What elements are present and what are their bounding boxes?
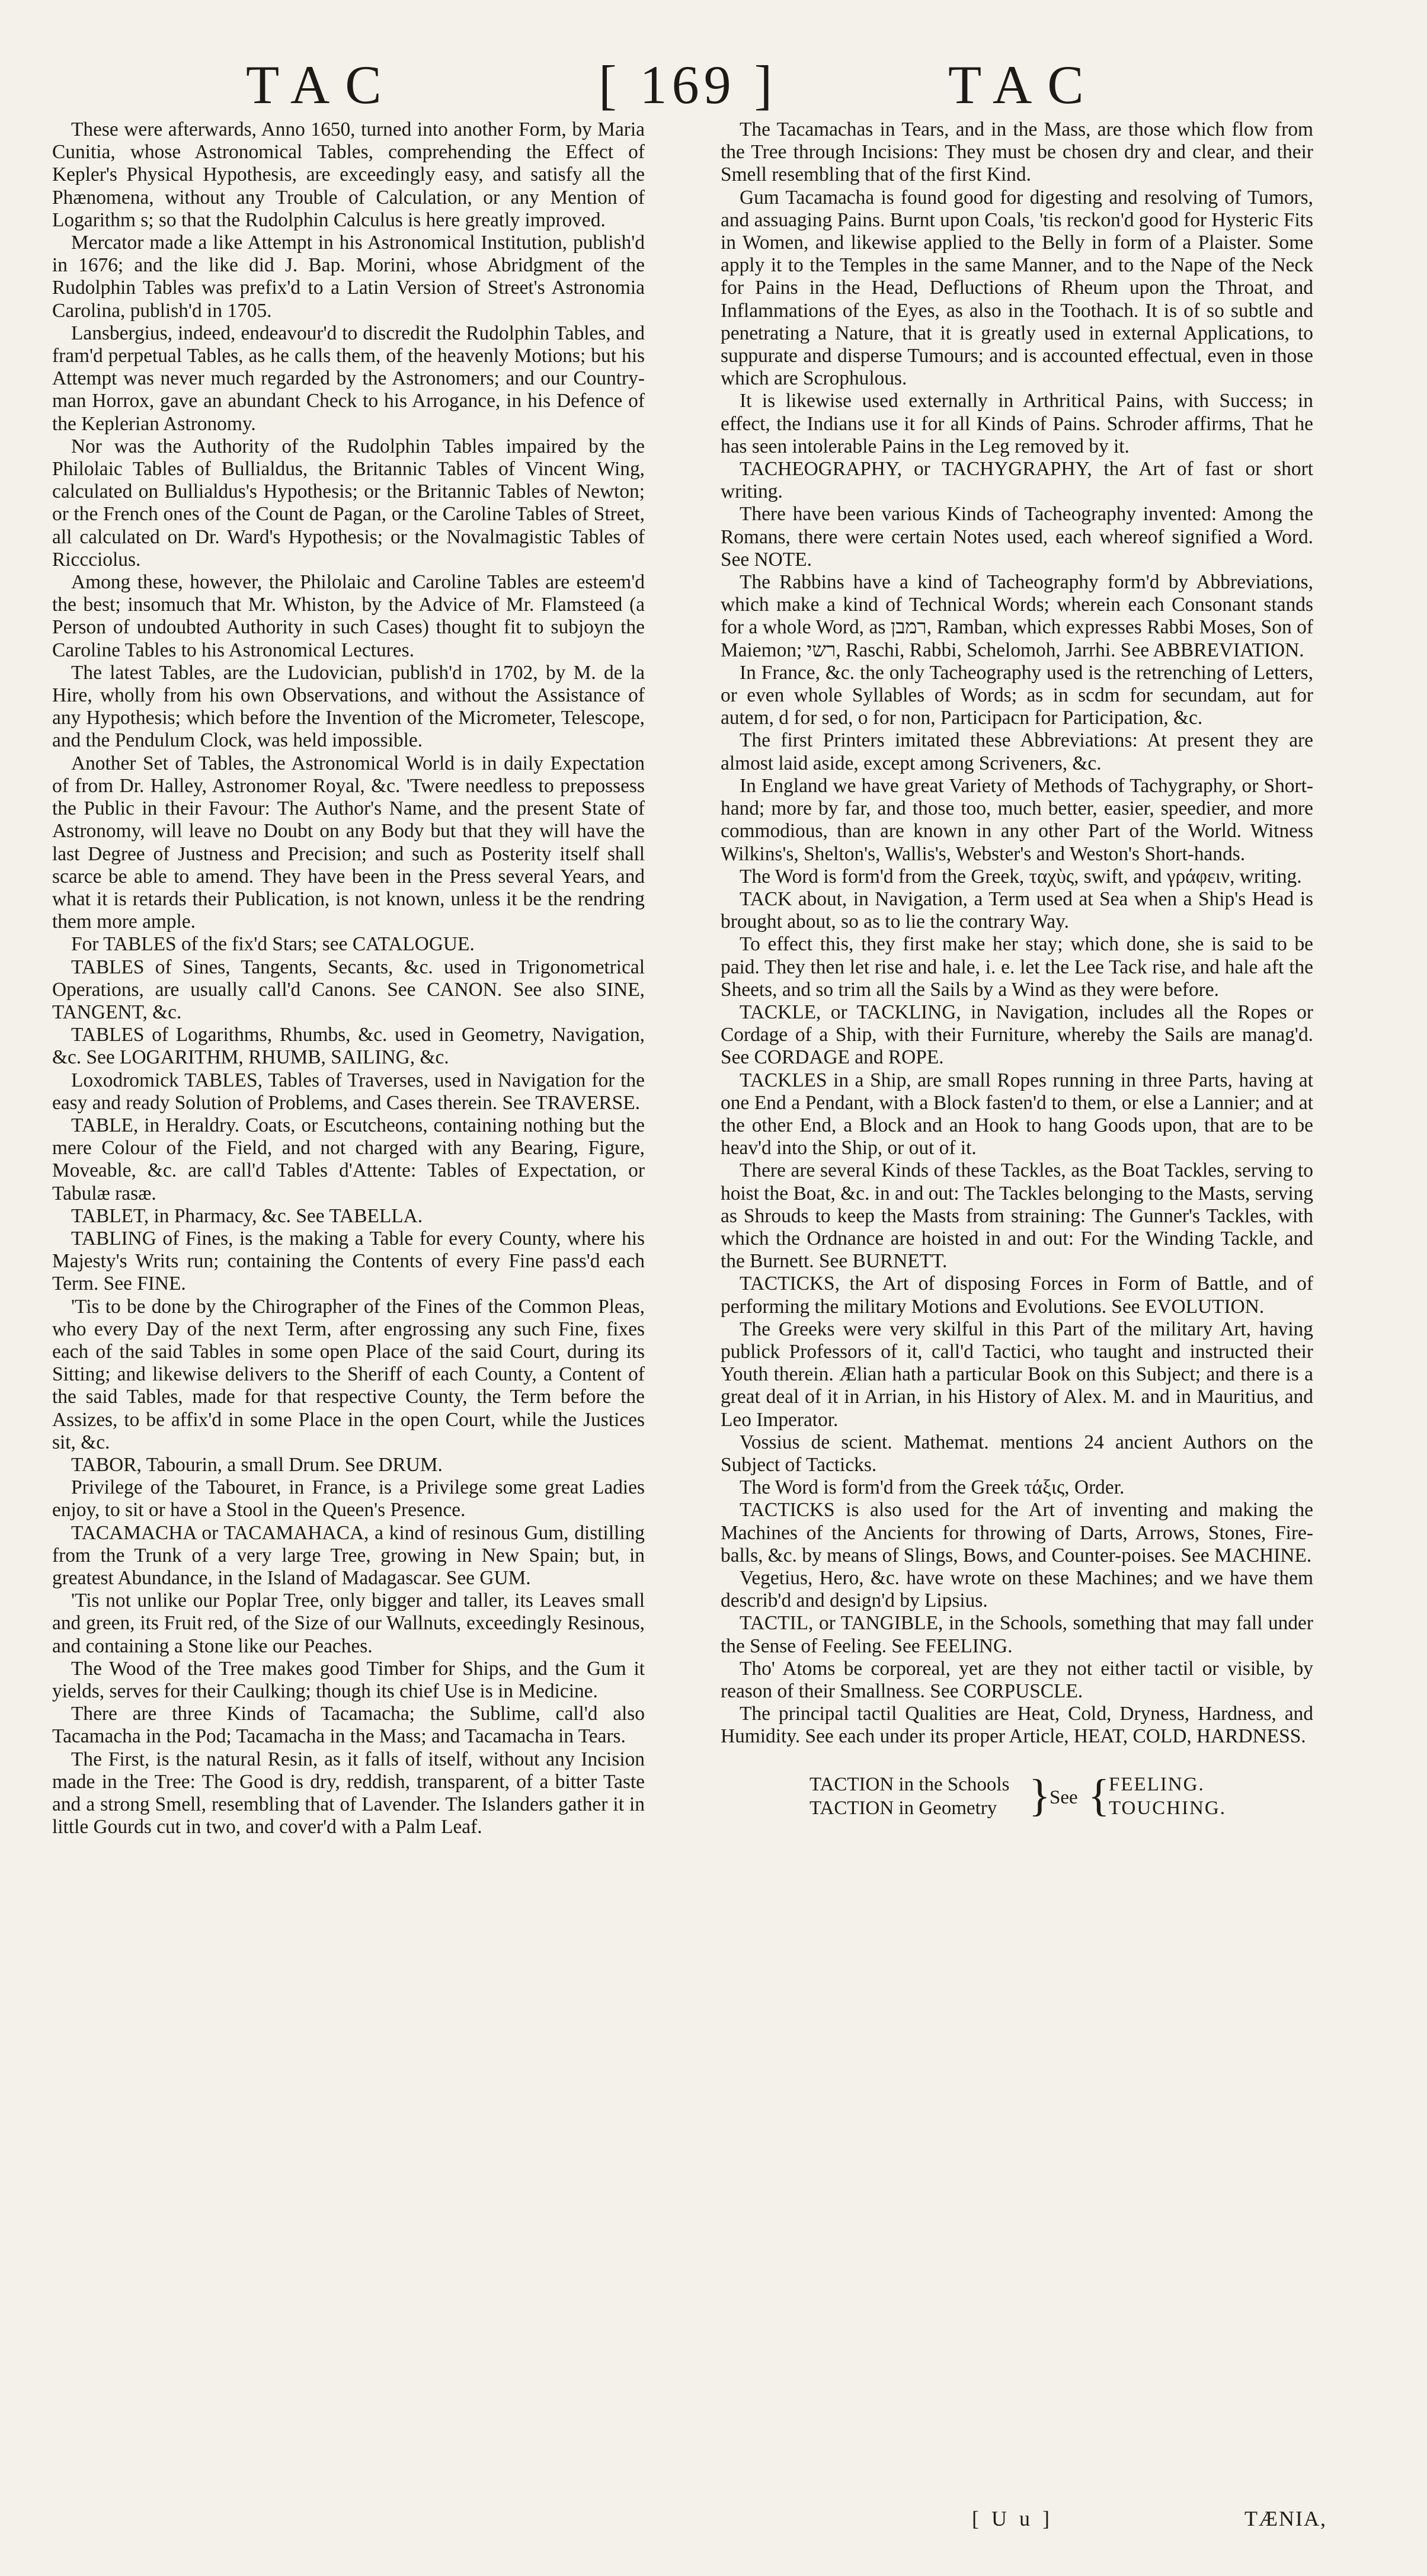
paragraph: The Greeks were very skilful in this Part of the military Art, having publick Professors of it, call'd Tactici, who taught and instructed their Youth therein. Ælian hath a particular Book on this Subject; and there is a great deal of it in Arrian, in his History of Alex. M. and in Mauritius, and Leo Imperator.	[721, 1318, 1313, 1431]
paragraph: Gum Tacamacha is found good for digesting and resolving of Tumors, and assuaging Pains. Burnt upon Coals, 'tis reckon'd good for Hysteric Fits in Women, and likewise applied to the Belly in form of a Plaister. Some apply it to the Temples in the same Manner, and to the Nape of the Neck for Pains in the Head, Defluctions of Rheum upon the Throat, and Inflammations of the Eyes, as also in the Toothach. It is of so subtle and penetrating a Nature, that it is greatly used in external Applications, to suppurate and disperse Tumours; and is accounted effectual, even in those which are Scrophulous.	[721, 186, 1313, 390]
paragraph: Privilege of the Tabouret, in France, is a Privilege some great Ladies enjoy, to sit or have a Stool in the Queen's Presence.	[52, 1476, 645, 1521]
paragraph: Tho' Atoms be corporeal, yet are they not either tactil or visible, by reason of their Smallness. See CORPUSCLE.	[721, 1657, 1313, 1703]
paragraph: The first Printers imitated these Abbreviations: At present they are almost laid aside, except among Scriveners, &c.	[721, 729, 1313, 774]
paragraph: For TABLES of the fix'd Stars; see CATALOGUE.	[71, 933, 475, 956]
paragraph: The First, is the natural Resin, as it falls of itself, without any Incision made in the Tree: The Good is dry, reddish, transparent, of a bitter Taste and a strong Smell, resembling that of Lavender. The Islanders gather it in little Gourds cut in two, and cover'd with a Palm Leaf.	[52, 1748, 645, 1838]
paragraph: TACHEOGRAPHY, or TACHYGRAPHY, the Art of fast or short writing.	[721, 458, 1313, 503]
header-left-word: TAC	[246, 55, 397, 115]
paragraph: TABLET, in Pharmacy, &c. See TABELLA.	[71, 1204, 423, 1227]
taction-cross-reference	[810, 1770, 1295, 1821]
paragraph: The Word is form'd from the Greek τάξις, Order.	[740, 1476, 1125, 1499]
right-column	[721, 118, 1313, 1821]
paragraph: TABLES of Logarithms, Rhumbs, &c. used in Geometry, Navigation, &c. See LOGARITHM, RHUMB, SAILING, &c.	[52, 1024, 645, 1069]
paragraph: TABLING of Fines, is the making a Table for every County, where his Majesty's Writs run; containing the Contents of every Fine pass'd each Term. See FINE.	[52, 1227, 645, 1295]
paragraph: TACAMACHA or TACAMAHACA, a kind of resinous Gum, distilling from the Trunk of a very large Tree, growing in New Spain; but, in greatest Abundance, in the Island of Madagascar. See GUM.	[52, 1521, 645, 1589]
catchword: TÆNIA,	[1244, 2507, 1327, 2530]
left-column	[52, 118, 645, 1838]
paragraph: Loxodromick TABLES, Tables of Traverses, used in Navigation for the easy and ready Solution of Problems, and Cases therein. See TRAVERSE.	[52, 1069, 645, 1114]
right-brace: {	[1088, 1770, 1110, 1821]
paragraph: Vossius de scient. Mathemat. mentions 24 ancient Authors on the Subject of Tacticks.	[721, 1431, 1313, 1476]
taction-line-1: TACTION in the Schools	[810, 1773, 1010, 1795]
paragraph: The Rabbins have a kind of Tacheography form'd by Abbreviations, which make a kind of Technical Words; wherein each Consonant stands for a whole Word, as רמבן, Ramban, which expresses Rabbi Moses, Son of Maiemon; רשי, Raschi, Rabbi, Schelomoh, Jarrhi. See ABBREVIATION.	[721, 571, 1313, 661]
paragraph: These were afterwards, Anno 1650, turned into another Form, by Maria Cunitia, whose Astronomical Tables, comprehending the Effect of Kepler's Physical Hypothesis, are exceedingly easy, and satisfy all the Phænomena, without any Trouble of Calculation, or any Mention of Logarithm s; so that the Rudolphin Calculus is here greatly improved.	[52, 118, 645, 231]
paragraph: The Wood of the Tree makes good Timber for Ships, and the Gum it yields, serves for their Caulking; though its chief Use is in Medicine.	[52, 1657, 645, 1703]
page-number: [ 169 ]	[599, 55, 778, 115]
paragraph: TACK about, in Navigation, a Term used at Sea when a Ship's Head is brought about, so as to lie the contrary Way.	[721, 887, 1313, 933]
paragraph: The principal tactil Qualities are Heat, Cold, Dryness, Hardness, and Humidity. See each under its proper Article, HEAT, COLD, HARDNESS.	[721, 1703, 1313, 1748]
paragraph: TACKLE, or TACKLING, in Navigation, includes all the Ropes or Cordage of a Ship, with their Furniture, whereby the Sails are manag'd. See CORDAGE and ROPE.	[721, 1001, 1313, 1069]
paragraph: It is likewise used externally in Arthritical Pains, with Success; in effect, the Indians use it for all Kinds of Pains. Schroder affirms, That he has seen intolerable Pains in the Leg removed by it.	[721, 390, 1313, 457]
paragraph: Another Set of Tables, the Astronomical World is in daily Expectation of from Dr. Halley, Astronomer Royal, &c. 'Twere needless to prepossess the Public in their Favour: The Author's Name, and the present State of Astronomy, will leave no Doubt on any Body but that they will have the last Degree of Justness and Precision; and such as Posterity itself shall scarce be able to amend. They have been in the Press several Years, and what it is retards their Publication, is not known, unless it be the rendring them more ample.	[52, 752, 645, 933]
taction-ref-2: TOUCHING.	[1109, 1797, 1226, 1819]
paragraph: There are three Kinds of Tacamacha; the Sublime, call'd also Tacamacha in the Pod; Tacamacha in the Mass; and Tacamacha in Tears.	[52, 1703, 645, 1748]
signature-mark: [ U u ]	[972, 2507, 1053, 2530]
left-brace: }	[1029, 1770, 1051, 1821]
paragraph: TACTICKS, the Art of disposing Forces in Form of Battle, and of performing the military Motions and Evolutions. See EVOLUTION.	[721, 1273, 1313, 1318]
paragraph: Mercator made a like Attempt in his Astronomical Institution, publish'd in 1676; and the like did J. Bap. Morini, whose Abridgment of the Rudolphin Tables was prefix'd to a Latin Version of Street's Astronomia Carolina, publish'd in 1705.	[52, 232, 645, 322]
paragraph: 'Tis to be done by the Chirographer of the Fines of the Common Pleas, who every Day of the next Term, after engrossing any such Fine, fixes each of the said Tables in some open Place of the said Court, during its Sitting; and likewise delivers to the Sheriff of each County, a Content of the said Tables, made for that respective County, the Term before the Assizes, to be affix'd in some Place in the open Court, while the Justices sit, &c.	[52, 1295, 645, 1453]
paragraph: TABLE, in Heraldry. Coats, or Escutcheons, containing nothing but the mere Colour of the Field, and not charged with any Bearing, Figure, Moveable, &c. are call'd Tables d'Attente: Tables of Expectation, or Tabulæ rasæ.	[52, 1114, 645, 1204]
paragraph: Among these, however, the Philolaic and Caroline Tables are esteem'd the best; insomuch that Mr. Whiston, by the Advice of Mr. Flamsteed (a Person of undoubted Authority in such Cases) thought fit to subjoyn the Caroline Tables to his Astronomical Lectures.	[52, 571, 645, 661]
paragraph: TACTIL, or TANGIBLE, in the Schools, something that may fall under the Sense of Feeling. See FEELING.	[721, 1612, 1313, 1657]
taction-line-2: TACTION in Geometry	[810, 1797, 997, 1819]
paragraph: Lansbergius, indeed, endeavour'd to discredit the Rudolphin Tables, and fram'd perpetual Tables, as he calls them, of the heavenly Motions; but his Attempt was never much regarded by the Astronomers; and our Country-man Horrox, gave an abundant Check to his Arrogance, in his Defence of the Keplerian Astronomy.	[52, 322, 645, 435]
running-header	[0, 53, 1427, 118]
paragraph: The Word is form'd from the Greek, ταχὺς, swift, and γράφειν, writing.	[740, 865, 1302, 887]
header-right-word: TAC	[948, 55, 1099, 115]
paragraph: There are several Kinds of these Tackles, as the Boat Tackles, serving to hoist the Boat, &c. in and out: The Tackles belonging to the Masts, serving as Shrouds to keep the Masts from straining: The Gunner's Tackles, with which the Ordnance are hoisted in and out: For the Winding Tackle, and the Burnett. See BURNETT.	[721, 1159, 1313, 1273]
paragraph: Vegetius, Hero, &c. have wrote on these Machines; and we have them describ'd and design'd by Lipsius.	[721, 1567, 1313, 1612]
paragraph: TACKLES in a Ship, are small Ropes running in three Parts, having at one End a Pendant, with a Block fasten'd to them, or else a Lannier; and at the other End, a Block and an Hook to hang Goods upon, that are to be heav'd into the Ship, or out of it.	[721, 1069, 1313, 1159]
paragraph: 'Tis not unlike our Poplar Tree, only bigger and taller, its Leaves small and green, its Fruit red, of the Size of our Wallnuts, exceedingly Resinous, and containing a Stone like our Peaches.	[52, 1590, 645, 1657]
paragraph: To effect this, they first make her stay; which done, she is said to be paid. They then let rise and hale, i. e. let the Lee Tack rise, and hale aft the Sheets, and so trim all the Sails by a Wind as they were before.	[721, 933, 1313, 1001]
paragraph: TABLES of Sines, Tangents, Secants, &c. used in Trigonometrical Operations, are usually call'd Canons. See CANON. See also SINE, TANGENT, &c.	[52, 956, 645, 1023]
paragraph: In England we have great Variety of Methods of Tachygraphy, or Short-hand; more by far, and those too, much better, easier, speedier, and more commodious, than are known in any other Part of the World. Witness Wilkins's, Shelton's, Wallis's, Webster's and Weston's Short-hands.	[721, 774, 1313, 865]
paragraph: The Tacamachas in Tears, and in the Mass, are those which flow from the Tree through Incisions: They must be chosen dry and clear, and their Smell resembling that of the first Kind.	[721, 118, 1313, 186]
page-footer	[0, 2506, 1427, 2542]
taction-ref-1: FEELING.	[1109, 1773, 1205, 1795]
paragraph: The latest Tables, are the Ludovician, publish'd in 1702, by M. de la Hire, wholly from his own Observations, and without the Assistance of any Hypothesis; which before the Invention of the Micrometer, Telescope, and the Pendulum Clock, was held impossible.	[52, 661, 645, 752]
paragraph: There have been various Kinds of Tacheography invented: Among the Romans, there were certain Notes used, each whereof signified a Word. See NOTE.	[721, 503, 1313, 571]
see-label: See	[1050, 1786, 1078, 1808]
paragraph: Nor was the Authority of the Rudolphin Tables impaired by the Philolaic Tables of Bullialdus, the Britannic Tables of Vincent Wing, calculated on Bullialdus's Hypothesis; or the Britannic Tables of Newton; or the French ones of the Count de Pagan, or the Caroline Tables of Street, all calculated on Dr. Ward's Hypothesis; or the Novalmagistic Tables of Riccciolus.	[52, 435, 645, 571]
paragraph: TACTICKS is also used for the Art of inventing and making the Machines of the Ancients for throwing of Darts, Arrows, Stones, Fire-balls, &c. by means of Slings, Bows, and Counter-poises. See MACHINE.	[721, 1499, 1313, 1566]
paragraph: In France, &c. the only Tacheography used is the retrenching of Letters, or even whole Syllables of Words; as in scdm for secundam, aut for autem, d for sed, o for non, Participacn for Participation, &c.	[721, 661, 1313, 729]
paragraph: TABOR, Tabourin, a small Drum. See DRUM.	[71, 1453, 443, 1476]
